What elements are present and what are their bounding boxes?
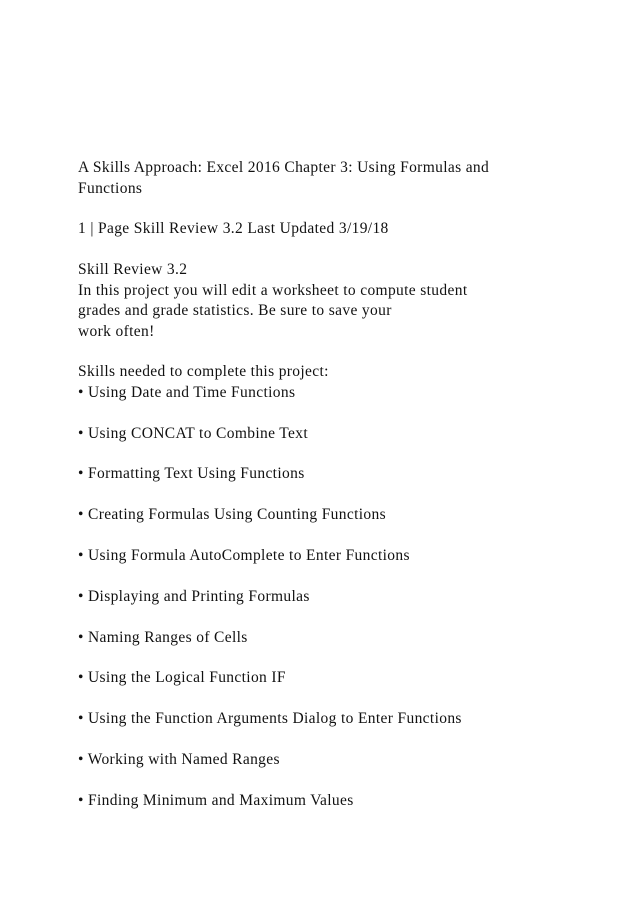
list-item: • Naming Ranges of Cells <box>78 628 248 646</box>
blank-line <box>78 485 578 505</box>
intro-line-1: In this project you will edit a worksheet to compute student <box>78 281 468 299</box>
list-item: • Using Date and Time Functions <box>78 383 296 401</box>
blank-line <box>78 403 578 423</box>
blank-line <box>78 342 578 362</box>
blank-line <box>78 526 578 546</box>
page-info-line: 1 | Page Skill Review 3.2 Last Updated 3/19/18 <box>78 220 389 238</box>
list-item: • Finding Minimum and Maximum Values <box>78 791 354 809</box>
list-item: • Using the Logical Function IF <box>78 669 286 687</box>
skills-heading: Skills needed to complete this project: <box>78 363 329 381</box>
blank-line <box>78 199 578 219</box>
document-content <box>78 158 578 811</box>
list-item: • Using Formula AutoComplete to Enter Functions <box>78 547 410 565</box>
blank-line <box>78 771 578 791</box>
list-item: • Using CONCAT to Combine Text <box>78 424 308 442</box>
list-item: • Formatting Text Using Functions <box>78 465 305 483</box>
intro-line-2: grades and grade statistics. Be sure to save your <box>78 302 392 320</box>
list-item: • Using the Function Arguments Dialog to Enter Functions <box>78 710 462 728</box>
blank-line <box>78 689 578 709</box>
section-heading: Skill Review 3.2 <box>78 261 188 279</box>
list-item: • Displaying and Printing Formulas <box>78 587 310 605</box>
blank-line <box>78 648 578 668</box>
blank-line <box>78 567 578 587</box>
blank-line <box>78 444 578 464</box>
document-title-line-2: Functions <box>78 179 143 197</box>
skills-list <box>78 362 578 811</box>
document-title-line-1: A Skills Approach: Excel 2016 Chapter 3: Using Formulas and <box>78 159 490 176</box>
blank-line <box>78 607 578 627</box>
list-item: • Working with Named Ranges <box>78 751 280 769</box>
blank-line <box>78 240 578 260</box>
intro-line-3: work often! <box>78 322 155 340</box>
list-item: • Creating Formulas Using Counting Functions <box>78 506 387 524</box>
blank-line <box>78 730 578 750</box>
